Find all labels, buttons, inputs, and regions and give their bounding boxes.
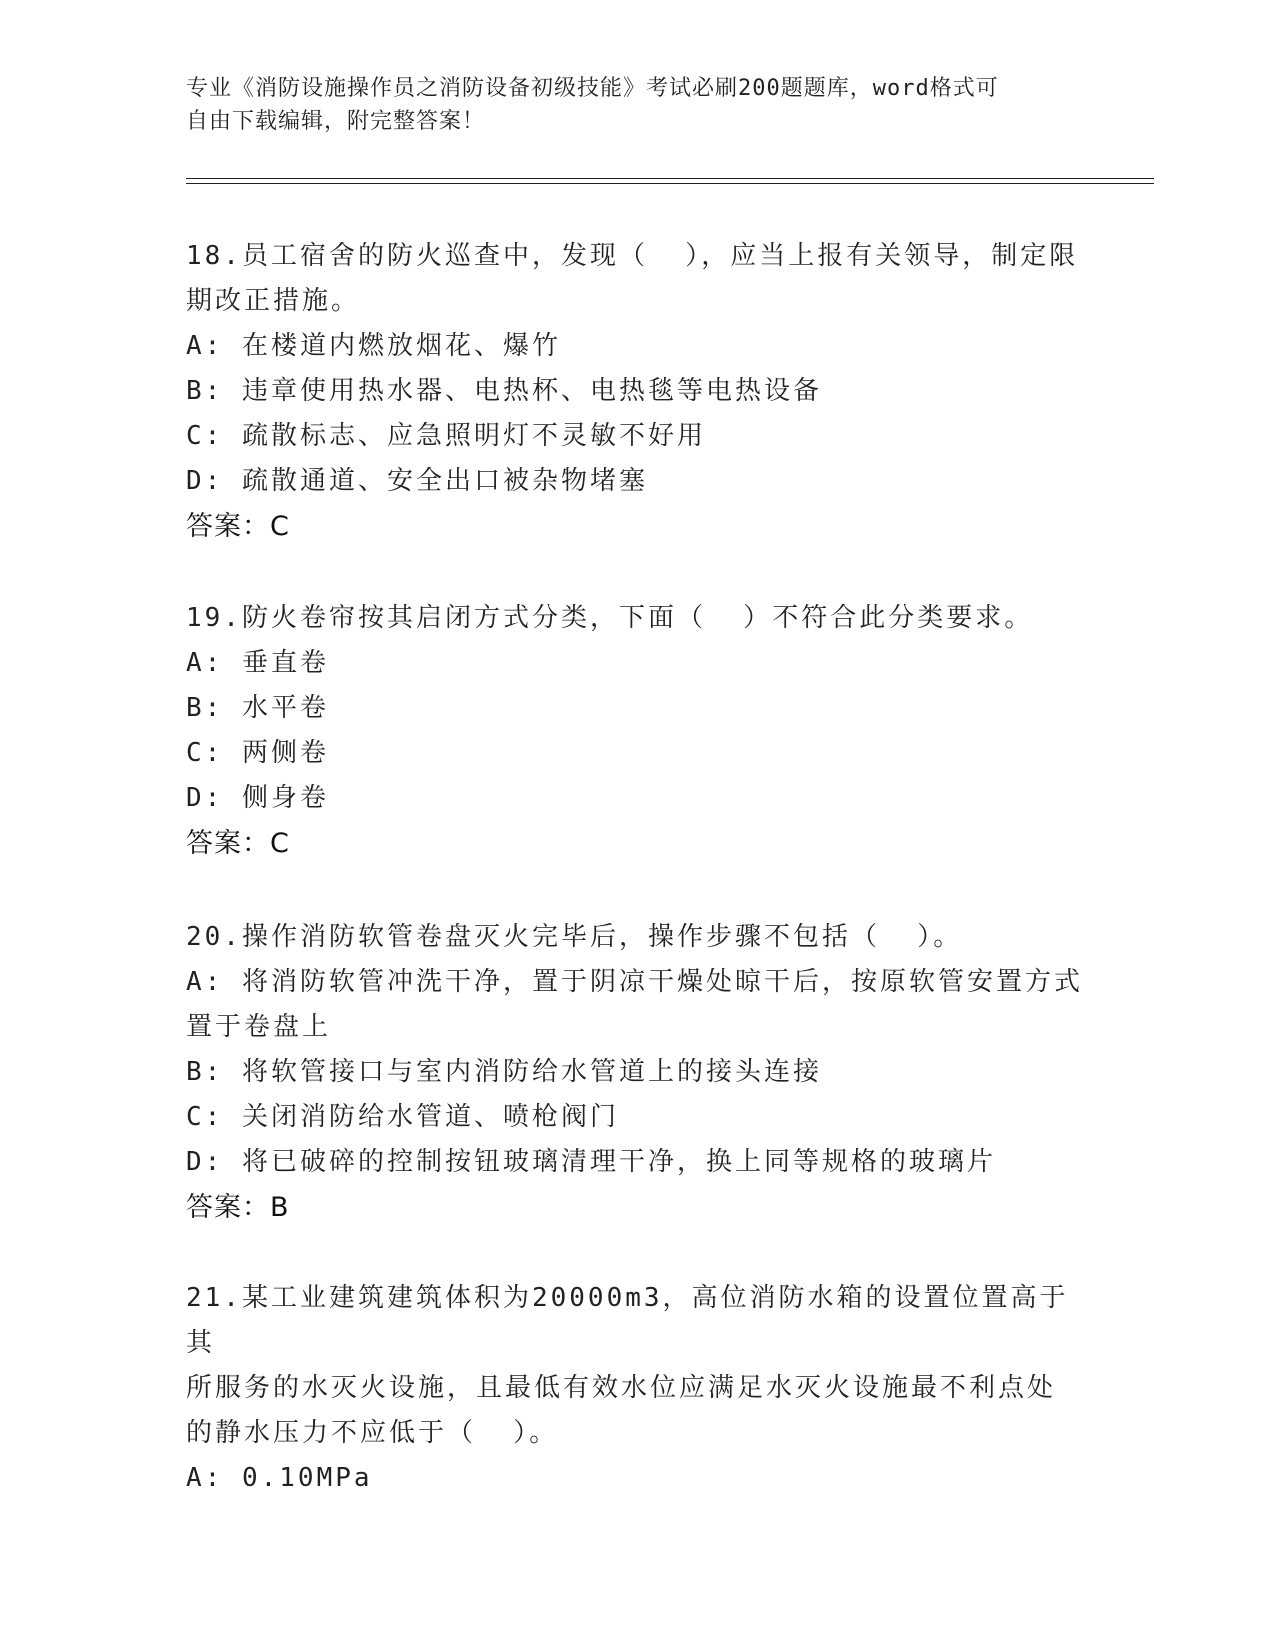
option-c: C: 疏散标志、应急照明灯不灵敏不好用 xyxy=(186,421,706,451)
option-d: D: 疏散通道、安全出口被杂物堵塞 xyxy=(186,466,648,496)
question-text-line: 期改正措施。 xyxy=(186,286,361,316)
answer-label: 答案：B xyxy=(186,1192,290,1223)
question-text-line: 21.某工业建筑建筑体积为20000m3，高位消防水箱的设置位置高于其 xyxy=(186,1283,1069,1358)
option-a-continued: 置于卷盘上 xyxy=(186,1012,332,1042)
option-b: B: 将软管接口与室内消防给水管道上的接头连接 xyxy=(186,1057,822,1087)
option-a: A: 垂直卷 xyxy=(186,648,329,678)
option-a: A: 将消防软管冲洗干净，置于阴凉干燥处晾干后，按原软管安置方式 xyxy=(186,967,1083,997)
question-18 xyxy=(186,234,1086,549)
question-20 xyxy=(186,915,1086,1230)
option-c: C: 关闭消防给水管道、喷枪阀门 xyxy=(186,1102,619,1132)
header-line-2: 自由下载编辑，附完整答案！ xyxy=(186,109,486,134)
option-b: B: 水平卷 xyxy=(186,693,329,723)
document-header xyxy=(186,72,1066,138)
header-line-1: 专业《消防设施操作员之消防设备初级技能》考试必刷200题题库，word格式可 xyxy=(186,76,999,101)
option-a: A: 在楼道内燃放烟花、爆竹 xyxy=(186,331,561,361)
question-text-line: 20.操作消防软管卷盘灭火完毕后，操作步骤不包括（ ）。 xyxy=(186,922,963,952)
header-divider-top xyxy=(186,178,1154,179)
question-text-line: 19.防火卷帘按其启闭方式分类，下面（ ）不符合此分类要求。 xyxy=(186,603,1034,633)
answer-label: 答案：C xyxy=(186,511,290,542)
question-21 xyxy=(186,1276,1086,1501)
option-d: D: 将已破碎的控制按钮玻璃清理干净，换上同等规格的玻璃片 xyxy=(186,1147,996,1177)
question-19 xyxy=(186,596,1086,866)
option-d: D: 侧身卷 xyxy=(186,783,329,813)
option-c: C: 两侧卷 xyxy=(186,738,329,768)
question-text-line: 所服务的水灭火设施，且最低有效水位应满足水灭火设施最不利点处 xyxy=(186,1373,1057,1403)
header-divider-bottom xyxy=(186,183,1154,184)
answer-label: 答案：C xyxy=(186,828,290,859)
option-a: A: 0.10MPa xyxy=(186,1463,373,1493)
question-text-line: 的静水压力不应低于（ ）。 xyxy=(186,1418,559,1448)
question-text-line: 18.员工宿舍的防火巡查中，发现（ ），应当上报有关领导，制定限 xyxy=(186,241,1079,271)
option-b: B: 违章使用热水器、电热杯、电热毯等电热设备 xyxy=(186,376,822,406)
